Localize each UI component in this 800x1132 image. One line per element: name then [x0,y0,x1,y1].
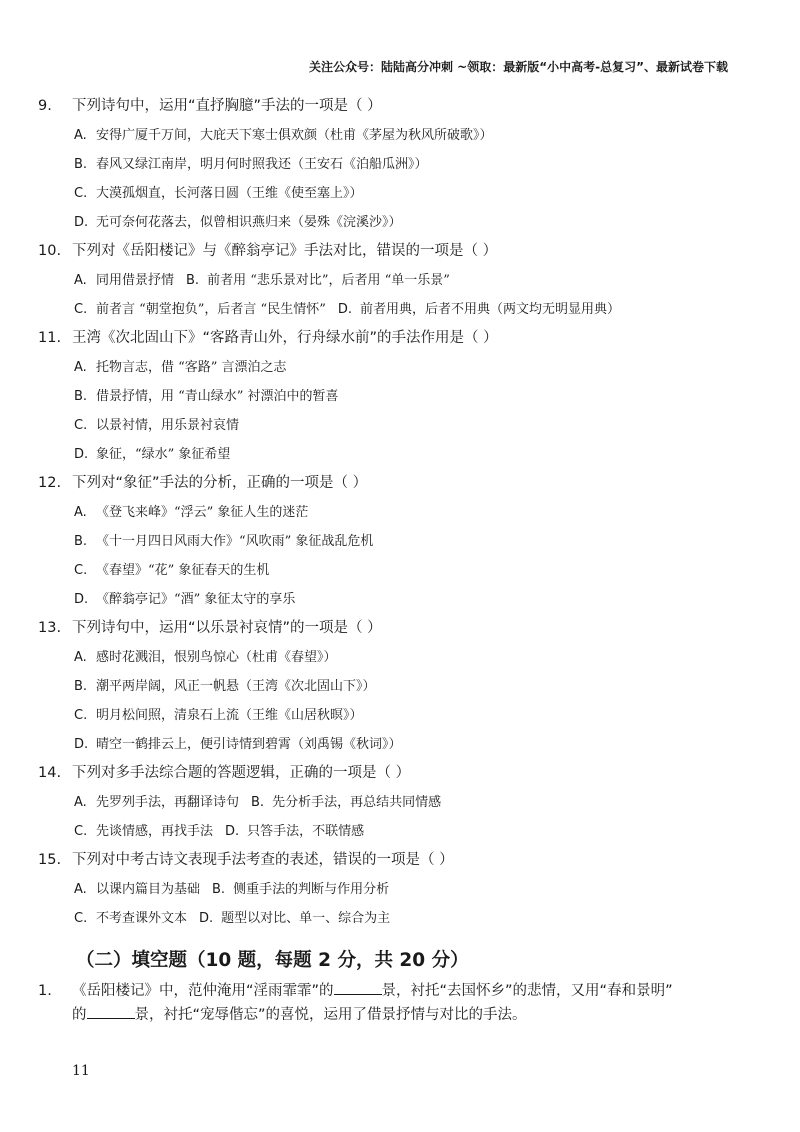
option-a[interactable] [38,121,738,150]
section-title: （二）填空题（10 题，每题 2 分，共 20 分） [76,950,469,971]
question-14 [38,759,738,846]
option-c[interactable] [38,179,738,208]
option-text: 安得广厦千万间，大庇天下寒士俱欢颜（杜甫《茅屋为秋风所破歌》） [96,128,493,143]
question-number: 15. [38,852,62,868]
question-number: 11. [38,330,62,346]
question-text: 下列诗句中，运用“以乐景衬哀情”的一项是（ ） [72,620,382,636]
option-text: 明月松间照，清泉石上流（王维《山居秋暝》） [96,708,363,723]
fill-text: 的 [72,1007,87,1023]
option-letter: D. [225,824,240,839]
option-letter: D. [74,447,89,462]
option-letter: A. [74,505,87,520]
fill-text: 《岳阳楼记》中，范仲淹用“淫雨霏霏”的 [72,983,334,999]
option-text[interactable]: 不考查课外文本 [96,911,188,926]
question-text: 下列对中考古诗文表现手法考查的表述，错误的一项是（ ） [72,852,454,868]
question-text: 下列对“象征”手法的分析，正确的一项是（ ） [72,475,368,491]
option-letter: C. [74,302,88,317]
option-text: 晴空一鹤排云上，便引诗情到碧霄（刘禹锡《秋词》） [96,737,402,752]
question-stem [38,469,738,498]
option-text: 《春望》“花” 象征春天的生机 [96,563,270,578]
fill-question-line [38,1003,738,1027]
option-letter: D. [74,215,89,230]
option-text: 感时花溅泪，恨别鸟惊心（杜甫《春望》） [96,650,337,665]
question-11 [38,324,738,469]
question-stem [38,759,738,788]
question-text: 下列对多手法综合题的答题逻辑，正确的一项是（ ） [72,765,411,781]
option-row [38,295,738,324]
option-letter: C. [74,186,88,201]
option-text[interactable]: 以课内篇目为基础 [96,882,201,897]
option-a[interactable] [38,353,738,382]
option-text: 象征，“绿水” 象征希望 [96,447,231,462]
option-text[interactable]: 先罗列手法，再翻译诗句 [96,795,240,810]
option-b[interactable] [38,382,738,411]
question-number: 1. [38,983,52,999]
answer-blank[interactable] [87,1004,135,1019]
option-b[interactable] [38,672,738,701]
option-letter: D. [199,911,214,926]
question-number: 9. [38,98,52,114]
option-letter: A. [74,273,87,288]
option-letter: B. [74,389,88,404]
question-text: 下列诗句中，运用“直抒胸臆”手法的一项是（ ） [72,98,382,114]
option-b[interactable] [38,527,738,556]
option-row [38,788,738,817]
fill-text: 景，衬托“宠辱偕忘”的喜悦，运用了借景抒情与对比的手法。 [134,1007,527,1023]
option-letter: B. [74,534,88,549]
option-letter: B. [74,157,88,172]
question-number: 14. [38,765,62,781]
option-letter: C. [74,418,88,433]
question-stem [38,324,738,353]
option-letter: D. [337,302,353,317]
option-a[interactable] [38,643,738,672]
option-d[interactable] [38,440,738,469]
option-text: 潮平两岸阔，风正一帆悬（王湾《次北固山下》） [96,679,376,694]
option-text: 《登飞来峰》“浮云” 象征人生的迷茫 [96,505,309,520]
option-text: 无可奈何花落去，似曾相识燕归来（晏殊《浣溪沙》） [96,215,402,230]
fill-question-line [38,979,738,1003]
option-d[interactable] [38,730,738,759]
option-letter: A. [74,882,87,897]
header-note: 关注公众号：陆陆高分冲刺 ~领取：最新版“小中高考-总复习”、最新试卷下载 [309,60,728,74]
question-number: 12. [38,475,62,491]
option-text[interactable]: 侧重手法的判断与作用分析 [233,882,390,897]
question-stem [38,846,738,875]
option-letter: C. [74,824,88,839]
option-text: 《醉翁亭记》“酒” 象征太守的享乐 [96,592,296,607]
option-c[interactable] [38,701,738,730]
question-list [38,92,738,1027]
option-row [38,817,738,846]
option-text[interactable]: 前者言 “朝堂抱负”，后者言 “民生情怀” [96,302,326,317]
option-text: 借景抒情，用 “青山绿水” 衬漂泊中的暂喜 [96,389,339,404]
option-c[interactable] [38,411,738,440]
option-text: 春风又绿江南岸，明月何时照我还（王安石《泊船瓜洲》） [96,157,428,172]
question-text: 王湾《次北固山下》“客路青山外，行舟绿水前”的手法作用是（ ） [72,330,498,346]
option-text: 大漠孤烟直，长河落日圆（王维《使至塞上》） [96,186,363,201]
question-15 [38,846,738,933]
option-letter: A. [74,650,87,665]
option-text: 《十一月四日风雨大作》“风吹雨” 象征战乱危机 [96,534,374,549]
option-letter: C. [74,563,88,578]
option-letter: B. [186,273,200,288]
option-letter: B. [212,882,226,897]
option-letter: C. [74,911,88,926]
page-number: 11 [72,1063,90,1079]
option-c[interactable] [38,556,738,585]
option-letter: B. [74,679,88,694]
option-letter: A. [74,360,87,375]
option-text: 托物言志，借 “客路” 言漂泊之志 [96,360,287,375]
answer-blank[interactable] [334,980,382,995]
option-b[interactable] [38,150,738,179]
question-stem [38,92,738,121]
option-letter: D. [74,592,89,607]
question-10 [38,237,738,324]
option-a[interactable] [38,498,738,527]
option-row [38,875,738,904]
option-text[interactable]: 题型以对比、单一、综合为主 [221,911,391,926]
option-text[interactable]: 同用借景抒情 [96,273,175,288]
option-letter: A. [74,128,87,143]
option-text[interactable]: 前者用典，后者不用典（两文均无明显用典） [360,302,621,317]
fill-text: 景，衬托“去国怀乡”的悲情，又用“春和景明” [381,983,673,999]
question-text: 下列对《岳阳楼记》与《醉翁亭记》手法对比，错误的一项是（ ） [72,243,498,259]
option-text[interactable]: 只答手法，不联情感 [247,824,365,839]
question-number: 10. [38,243,62,259]
question-number: 13. [38,620,62,636]
option-letter: B. [251,795,265,810]
question-stem [38,614,738,643]
option-letter: A. [74,795,87,810]
question-13 [38,614,738,759]
option-text[interactable]: 先分析手法，再总结共同情感 [272,795,442,810]
option-letter: D. [74,737,89,752]
option-d[interactable] [38,585,738,614]
option-d[interactable] [38,208,738,237]
option-row [38,904,738,933]
option-row [38,266,738,295]
option-text: 以景衬情，用乐景衬哀情 [96,418,240,433]
question-12 [38,469,738,614]
option-text[interactable]: 先谈情感，再找手法 [96,824,214,839]
question-stem [38,237,738,266]
fill-question-1 [38,979,738,1027]
option-text[interactable]: 前者用 “悲乐景对比”，后者用 “单一乐景” [207,273,450,288]
option-letter: C. [74,708,88,723]
question-9 [38,92,738,237]
